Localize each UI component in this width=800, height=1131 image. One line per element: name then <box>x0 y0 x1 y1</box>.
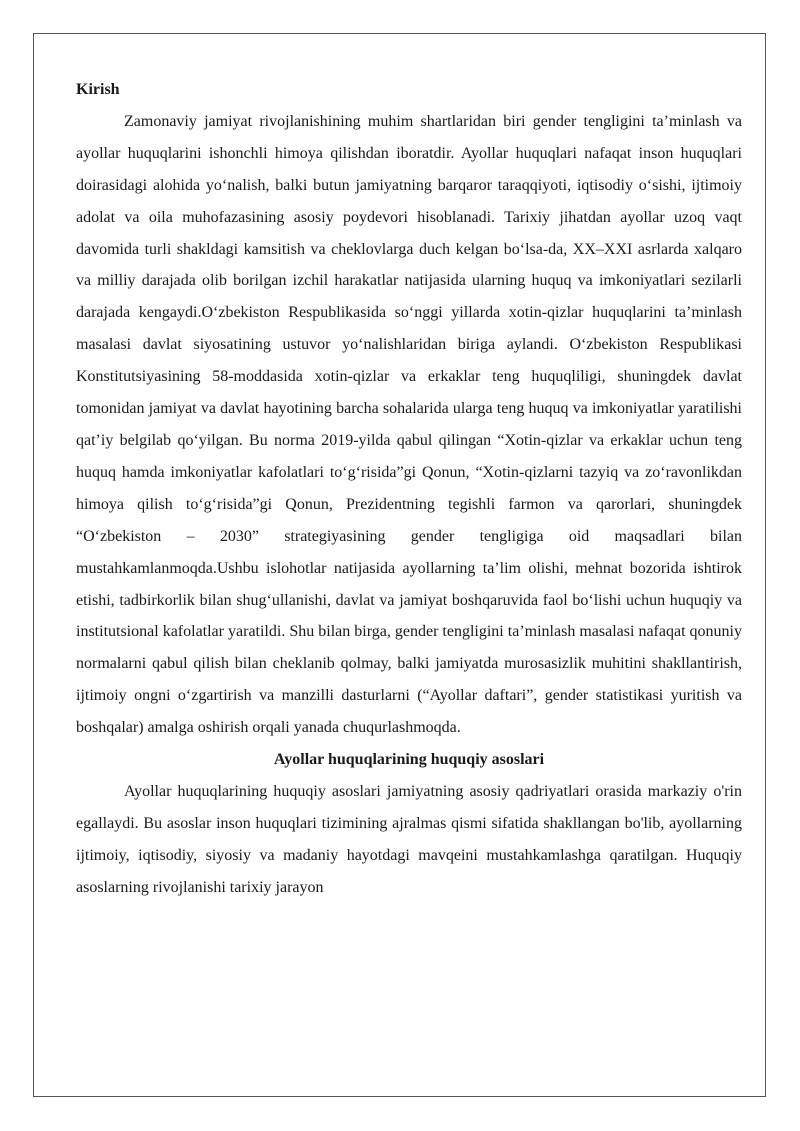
legal-foundations-paragraph: Ayollar huquqlarining huquqiy asoslari jamiyatning asosiy qadriyatlari orasida markaziy o'rin egallaydi. Bu asoslar inson huquqlari tizimining ajralmas qismi sifatida shakllangan bo'lib, ayollarning ijtimoiy, iqtisodiy, siyosiy va madaniy hayotdagi mavqeini mustahkamlashga qaratilgan. Huquqiy asoslarning rivojlanishi tarixiy jarayon <box>76 782 742 896</box>
document-body <box>76 74 742 904</box>
section-heading-intro: Kirish <box>76 81 120 98</box>
section-heading-legal-foundations: Ayollar huquqlarining huquqiy asoslari <box>273 751 545 769</box>
intro-paragraph: Zamonaviy jamiyat rivojlanishining muhim shartlaridan biri gender tengligini ta’minlash va ayollar huquqlarini ishonchli himoya qilishdan iboratdir. Ayollar huquqlari nafaqat inson huquqlari doirasidagi alohida yo‘nalish, balki butun jamiyatning barqaror taraqqiyoti, iqtisodiy o‘sishi, ijtimoiy adolat va oila muhofazasining asosiy poydevori hisoblanadi. Tarixiy jihatdan ayollar uzoq vaqt davomida turli shakldagi kamsitish va cheklovlarga duch kelgan bo‘lsa-da, XX–XXI asrlarda xalqaro va milliy darajada olib borilgan izchil harakatlar natijasida ularning huquq va imkoniyatlari sezilarli darajada kengaydi.O‘zbekiston Respublikasida so‘nggi yillarda xotin-qizlar huquqlarini ta’minlash masalasi davlat siyosatining ustuvor yo‘nalishlaridan biriga aylandi. O‘zbekiston Respublikasi Konstitutsiyasining 58-moddasida xotin-qizlar va erkaklar teng huquqliligi, shuningdek davlat tomonidan jamiyat va davlat hayotining barcha sohalarida ularga teng huquq va imkoniyatlar yaratilishi qat’iy belgilab qo‘yilgan. Bu norma 2019-yilda qabul qilingan “Xotin-qizlar va erkaklar uchun teng huquq hamda imkoniyatlar kafolatlari to‘g‘risida”gi Qonun, “Xotin-qizlarni tazyiq va zo‘ravonlikdan himoya qilish to‘g‘risida”gi Qonun, Prezidentning tegishli farmon va qarorlari, shuningdek “O‘zbekiston – 2030” strategiyasining gender tengligiga oid maqsadlari bilan mustahkamlanmoqda.Ushbu islohotlar natijasida ayollarning ta’lim olishi, mehnat bozorida ishtirok etishi, tadbirkorlik bilan shug‘ullanishi, davlat va jamiyat boshqaruvida faol bo‘lishi uchun huquqiy va institutsional kafolatlar yaratildi. Shu bilan birga, gender tengligini ta’minlash masalasi nafaqat qonuniy normalarni qabul qilish bilan cheklanib qolmay, balki jamiyatda murosasizlik muhitini shakllantirish, ijtimoiy ongni o‘zgartirish va manzilli dasturlarni (“Ayollar daftari”, gender statistikasi yuritish va boshqalar) amalga oshirish orqali yanada chuqurlashmoqda. <box>76 112 742 737</box>
